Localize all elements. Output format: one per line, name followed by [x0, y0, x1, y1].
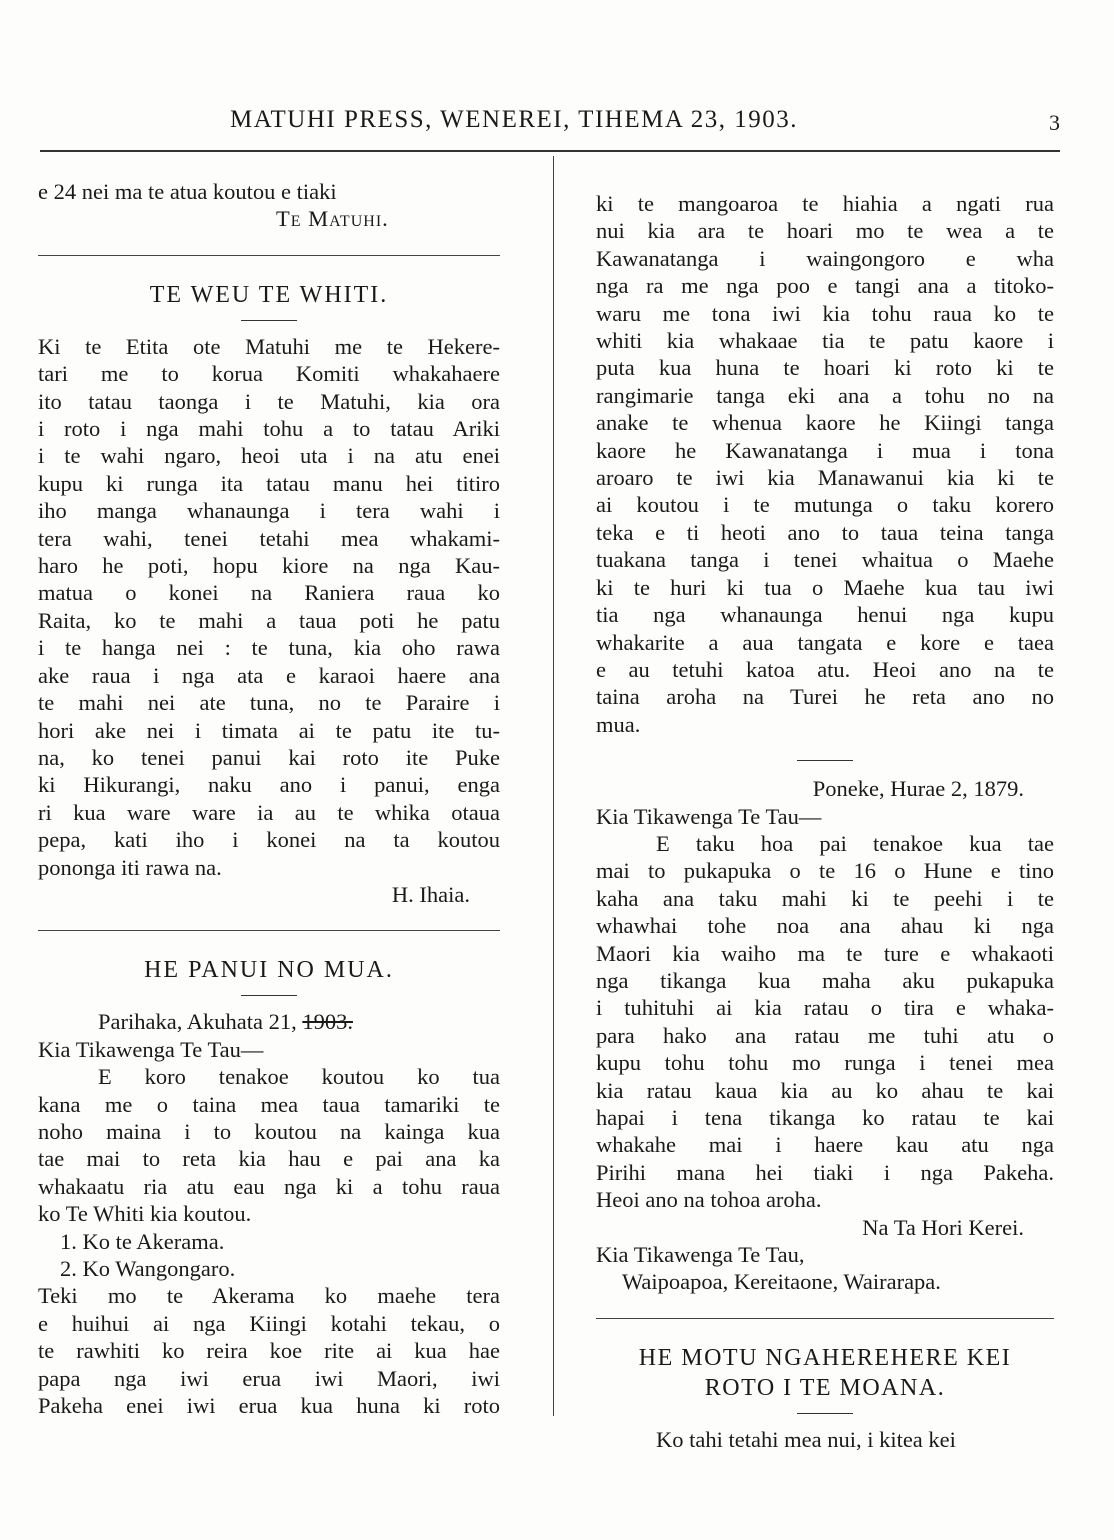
text-line: nga ra me nga poo e tangi ana a titoko-: [596, 273, 1054, 299]
text-line: te mahi nei ate tuna, no te Paraire i: [38, 690, 500, 716]
text-line: tae mai to reta kia hau e pai ana ka: [38, 1146, 500, 1172]
signature: H. Ihaia.: [391, 881, 470, 907]
text-line: teka e ti heoti ano to taua teina tanga: [596, 519, 1054, 545]
text-line: ko Te Whiti kia koutou.: [38, 1201, 252, 1227]
text-line: ito tatau taonga i te Matuhi, kia ora: [38, 388, 500, 414]
signature: Te Matuhi.: [276, 206, 389, 232]
text-line: hori ake nei i timata ai te patu ite tu-: [38, 717, 500, 743]
list-item: 1. Ko te Akerama.: [60, 1228, 225, 1254]
text-line: haro he poti, hopu kiore na nga Kau-: [38, 553, 500, 579]
text-line: tari me to korua Komiti whakahaere: [38, 361, 500, 387]
address: Waipoapoa, Kereitaone, Wairarapa.: [622, 1269, 941, 1295]
text-line: rangimarie tanga eki ana a tohu no na: [596, 382, 1054, 408]
text-line: iho manga whanaunga i tera wahi i: [38, 498, 500, 524]
masthead: MATUHI PRESS, WENEREI, TIHEMA 23, 1903.: [230, 106, 799, 133]
text-line: Pakeha enei iwi erua kua huna ki roto: [38, 1393, 500, 1419]
dateline-year: 1903.: [302, 1009, 353, 1035]
signature: Na Ta Hori Kerei.: [862, 1214, 1024, 1240]
page-number: 3: [1049, 110, 1060, 135]
article-title: HE MOTU NGAHEREHERE KEI: [638, 1344, 1012, 1371]
text-line: i te wahi ngaro, heoi uta i na atu enei: [38, 443, 500, 469]
text-line: tuakana tanga i tenei whaitua o Maehe: [596, 547, 1054, 573]
text-line: na, ko tenei panui kai roto ite Puke: [38, 744, 500, 770]
text-line: Heoi ano na tohoa aroha.: [596, 1187, 822, 1213]
text-line: ai koutou i te mutunga o taku korero: [596, 492, 1054, 518]
text-line: whakarite a aua tangata e kore e taea: [596, 629, 1054, 655]
text-line: ki te mangoaroa te hiahia a ngati rua: [596, 191, 1054, 216]
letter-dateline: Poneke, Hurae 2, 1879.: [812, 776, 1024, 802]
text-line: kia ratau kaua kia au ko ahau te kai: [596, 1077, 1054, 1103]
text-line: whawhai tohe noa ana ahau ki nga: [596, 913, 1054, 939]
text-line: Teki mo te Akerama ko maehe tera: [38, 1283, 500, 1309]
article-body: [38, 1063, 500, 1227]
text-line: E taku hoa pai tenakoe kua tae: [656, 830, 1054, 856]
text-line: kupu tohu tohu mo runga i tenei mea: [596, 1050, 1054, 1076]
text-line: e 24 nei ma te atua koutou e tiaki: [38, 179, 337, 204]
text-line: kaore he Kawanatanga i mua i tona: [596, 437, 1054, 463]
article-te-weu-te-whiti: [38, 280, 500, 909]
text-line: Ki te Etita ote Matuhi me te Hekere-: [38, 333, 500, 359]
title-rule: [797, 1413, 853, 1414]
text-line: whakaatu ria atu eau nga ki a tohu raua: [38, 1173, 500, 1199]
text-line: tera wahi, tenei tetahi mea whakami-: [38, 525, 500, 551]
article-body-continued: [38, 1282, 500, 1419]
article-he-panui-no-mua: [38, 955, 500, 1419]
dateline: [38, 1008, 500, 1035]
column-divider: [553, 156, 554, 1416]
page-header: [40, 106, 1070, 146]
text-line: papa nga iwi erua iwi Maori, iwi: [38, 1365, 500, 1391]
left-column: [38, 178, 500, 1419]
text-line: Maori kia waiho ma te ture e whakaoti: [596, 940, 1054, 966]
text-line: i tuhituhi ai kia ratau o tira e whaka-: [596, 995, 1054, 1021]
text-line: nui kia ara te hoari mo te wea a te: [596, 218, 1054, 244]
title-rule: [241, 320, 297, 321]
text-line: kupu ki runga ita tatau manu hei titiro: [38, 470, 500, 496]
text-line: Ko tahi tetahi mea nui, i kitea kei: [656, 1426, 956, 1452]
list-item: 2. Ko Wangongaro.: [60, 1256, 236, 1281]
text-line: noho maina i to koutou na kainga kua: [38, 1118, 500, 1144]
text-line: te rawhiti ko reira koe rite ai kua hae: [38, 1338, 500, 1364]
letter-body: [596, 830, 1054, 1214]
text-line: e au tetuhi katoa atu. Heoi ano na te: [596, 656, 1054, 682]
text-line: para hako ana ratau me tuhi atu o: [596, 1022, 1054, 1048]
text-line: nga tikanga kua maha aku pukapuka: [596, 967, 1054, 993]
title-rule: [241, 995, 297, 996]
text-line: waru me tona iwi kia tohu raua ko te: [596, 300, 1054, 326]
article-title-line2: ROTO I TE MOANA.: [704, 1374, 946, 1401]
opening-fragment: [38, 178, 500, 233]
article-he-motu: [596, 1343, 1054, 1453]
text-line: whakahe mai i haere kau atu nga: [596, 1132, 1054, 1158]
text-line: pepa, kati iho i konei na ta koutou: [38, 827, 500, 853]
text-line: i roto i nga mahi tohu a to tatau Ariki: [38, 416, 500, 442]
dateline-place: Parihaka, Akuhata 21,: [98, 1009, 303, 1035]
text-line: matua o konei na Raniera raua ko: [38, 580, 500, 606]
article-title: TE WEU TE WHITI.: [149, 281, 389, 308]
letter-rule: [797, 760, 853, 761]
salutation: Kia Tikawenga Te Tau—: [596, 803, 822, 829]
text-line: anake te whenua kaore he Kiingi tanga: [596, 410, 1054, 436]
text-line: kana me o taina mea taua tamariki te: [38, 1091, 500, 1117]
text-line: tia nga whanaunga henui nga kupu: [596, 602, 1054, 628]
text-line: ake raua i nga ata e karaoi haere ana: [38, 662, 500, 688]
text-line: mua.: [596, 711, 641, 737]
text-line: ki Hikurangi, naku ano i panui, enga: [38, 772, 500, 798]
text-line: Raita, ko te mahi a taua poti he patu: [38, 607, 500, 633]
continued-text: [596, 190, 1054, 738]
text-line: Pirihi mana hei tiaki i nga Pakeha.: [596, 1159, 1054, 1185]
text-line: e huihui ai nga Kiingi kotahi tekau, o: [38, 1310, 500, 1336]
text-line: aroaro te iwi kia Manawanui kia ki te: [596, 465, 1054, 491]
header-rule: [40, 150, 1060, 152]
text-line: pononga iti rawa na.: [38, 854, 222, 880]
text-line: mai to pukapuka o te 16 o Hune e tino: [596, 858, 1054, 884]
letter: [596, 775, 1054, 1296]
text-line: kaha ana taku mahi ki te peehi i te: [596, 885, 1054, 911]
text-line: ri kua ware ware ia au te whika otaua: [38, 799, 500, 825]
right-column: [596, 190, 1054, 1453]
text-line: puta kua huna te hoari ki roto ki te: [596, 355, 1054, 381]
section-rule: [38, 930, 500, 931]
address-salutation: Kia Tikawenga Te Tau,: [596, 1242, 805, 1268]
article-body: [38, 333, 500, 881]
section-rule: [38, 255, 500, 256]
text-line: Kawanatanga i waingongoro e wha: [596, 245, 1054, 271]
section-rule: [596, 1318, 1054, 1319]
text-line: E koro tenakoe koutou ko tua: [98, 1064, 500, 1090]
numbered-list: [38, 1228, 500, 1283]
article-title: HE PANUI NO MUA.: [144, 957, 394, 984]
text-line: hapai i tena tikanga ko ratau te kai: [596, 1105, 1054, 1130]
text-line: whiti kia whakaae tia te patu kaore i: [596, 328, 1054, 354]
text-line: taina aroha na Turei he reta ano no: [596, 684, 1054, 710]
salutation: Kia Tikawenga Te Tau—: [38, 1036, 264, 1062]
text-line: ki te huri ki tua o Maehe kua tau iwi: [596, 574, 1054, 600]
text-line: i te hanga nei : te tuna, kia oho rawa: [38, 635, 500, 661]
